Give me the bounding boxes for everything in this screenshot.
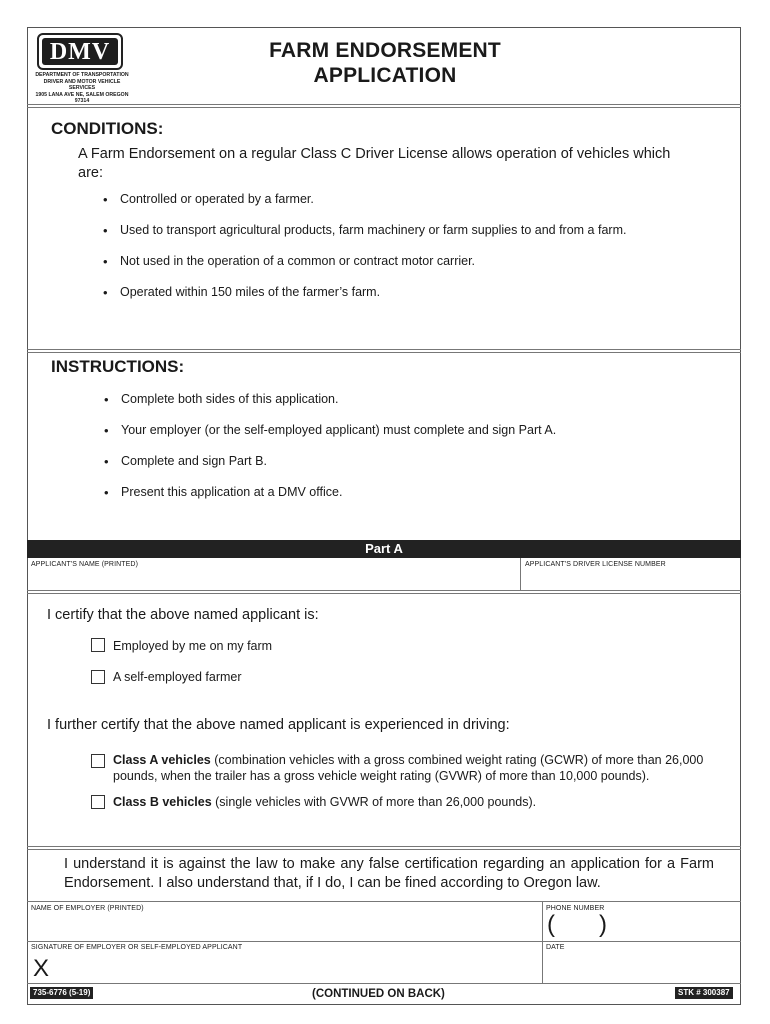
bullet-icon: • [104, 392, 109, 407]
self-employed-checkbox[interactable] [91, 670, 105, 684]
condition-item [103, 192, 314, 207]
field-divider [520, 558, 521, 590]
divider [27, 941, 741, 942]
applicant-name-label: APPLICANT'S NAME (PRINTED) [31, 561, 139, 568]
conditions-intro: A Farm Endorsement on a regular Class C Driver License allows operation of vehicles which are: [78, 146, 671, 181]
phone-open-paren: ( [547, 911, 555, 938]
form-title [200, 38, 570, 88]
certify-text: I certify that the above named applicant is: [47, 607, 319, 623]
condition-item [103, 223, 627, 238]
condition-text: Controlled or operated by a farmer. [120, 192, 314, 206]
phone-label: PHONE NUMBER [546, 905, 605, 912]
instruction-item [104, 392, 339, 407]
title-line-1: FARM ENDORSEMENT [269, 39, 501, 62]
divider [27, 107, 741, 108]
divider [27, 901, 741, 902]
employer-name-label: NAME OF EMPLOYER (PRINTED) [31, 905, 144, 912]
divider [27, 349, 741, 350]
title-line-2: APPLICATION [313, 64, 457, 87]
self-employed-label: A self-employed farmer [113, 670, 242, 684]
class-a-title: Class A vehicles [113, 753, 211, 767]
class-b-title: Class B vehicles [113, 795, 212, 809]
field-divider [542, 901, 543, 983]
further-certify-text: I further certify that the above named applicant is experienced in driving: [47, 717, 510, 733]
class-b-checkbox[interactable] [91, 795, 105, 809]
instruction-text: Complete both sides of this application. [121, 392, 339, 406]
divider [27, 593, 741, 594]
bullet-icon: • [104, 423, 109, 438]
signature-label: SIGNATURE OF EMPLOYER OR SELF-EMPLOYED APPLICANT [31, 944, 243, 951]
bullet-icon: • [103, 223, 108, 238]
divider [27, 846, 741, 847]
license-number-label: APPLICANT'S DRIVER LICENSE NUMBER [525, 561, 666, 568]
conditions-heading: CONDITIONS: [51, 119, 164, 138]
instruction-item [104, 454, 267, 469]
instruction-text: Your employer (or the self-employed applicant) must complete and sign Part A. [121, 423, 557, 437]
bullet-icon: • [103, 192, 108, 207]
class-a-label [113, 752, 723, 784]
employed-on-farm-checkbox[interactable] [91, 638, 105, 652]
divider [27, 590, 741, 591]
class-b-label [113, 794, 536, 810]
dmv-logo-text: DMV [42, 38, 118, 65]
divider [27, 983, 741, 984]
stock-number-badge: STK # 300387 [675, 987, 733, 999]
condition-text: Operated within 150 miles of the farmer’s farm. [120, 285, 381, 299]
dept-line-2: DRIVER AND MOTOR VEHICLE SERVICES [43, 78, 121, 91]
condition-item [103, 254, 476, 269]
condition-text: Used to transport agricultural products, farm machinery or farm supplies to and from a farm. [120, 223, 627, 237]
class-b-desc: (single vehicles with GVWR of more than 26,000 pounds). [211, 795, 537, 809]
instruction-text: Present this application at a DMV office. [121, 485, 343, 499]
instruction-item [104, 485, 343, 500]
bullet-icon: • [104, 485, 109, 500]
condition-item [103, 285, 381, 300]
instruction-item [104, 423, 557, 438]
continued-on-back: (CONTINUED ON BACK) [312, 988, 445, 1000]
class-a-checkbox[interactable] [91, 754, 105, 768]
date-label: DATE [546, 944, 565, 951]
class-a-desc-line2: pounds, when the trailer has a gross vehicle weight rating (GVWR) of more than 10,000 pounds). [113, 769, 650, 783]
phone-close-paren: ) [599, 911, 607, 938]
dept-line-3: 1905 LANA AVE NE, SALEM OREGON 97314 [35, 91, 129, 104]
bullet-icon: • [104, 454, 109, 469]
instructions-heading: INSTRUCTIONS: [51, 357, 185, 376]
part-a-header: Part A [27, 540, 741, 558]
instruction-text: Complete and sign Part B. [121, 454, 267, 468]
dept-line-1: DEPARTMENT OF TRANSPORTATION [35, 72, 129, 78]
form-number-badge: 735-6776 (5-19) [30, 987, 93, 999]
bullet-icon: • [103, 285, 108, 300]
department-address [34, 72, 130, 105]
bullet-icon: • [103, 254, 108, 269]
certification-statement: I understand it is against the law to make any false certification regarding an application for a Farm Endorsement. I also understand that, if I do, I can be fined according to Oregon law. [64, 856, 714, 891]
condition-text: Not used in the operation of a common or contract motor carrier. [120, 254, 476, 268]
divider [27, 104, 741, 105]
employed-on-farm-label: Employed by me on my farm [113, 639, 273, 653]
class-a-desc: (combination vehicles with a gross combined weight rating (GCWR) of more than 26,000 [210, 753, 704, 767]
dmv-logo [37, 33, 123, 70]
signature-x-mark: X [33, 955, 50, 982]
divider [27, 352, 741, 353]
divider [27, 849, 741, 850]
